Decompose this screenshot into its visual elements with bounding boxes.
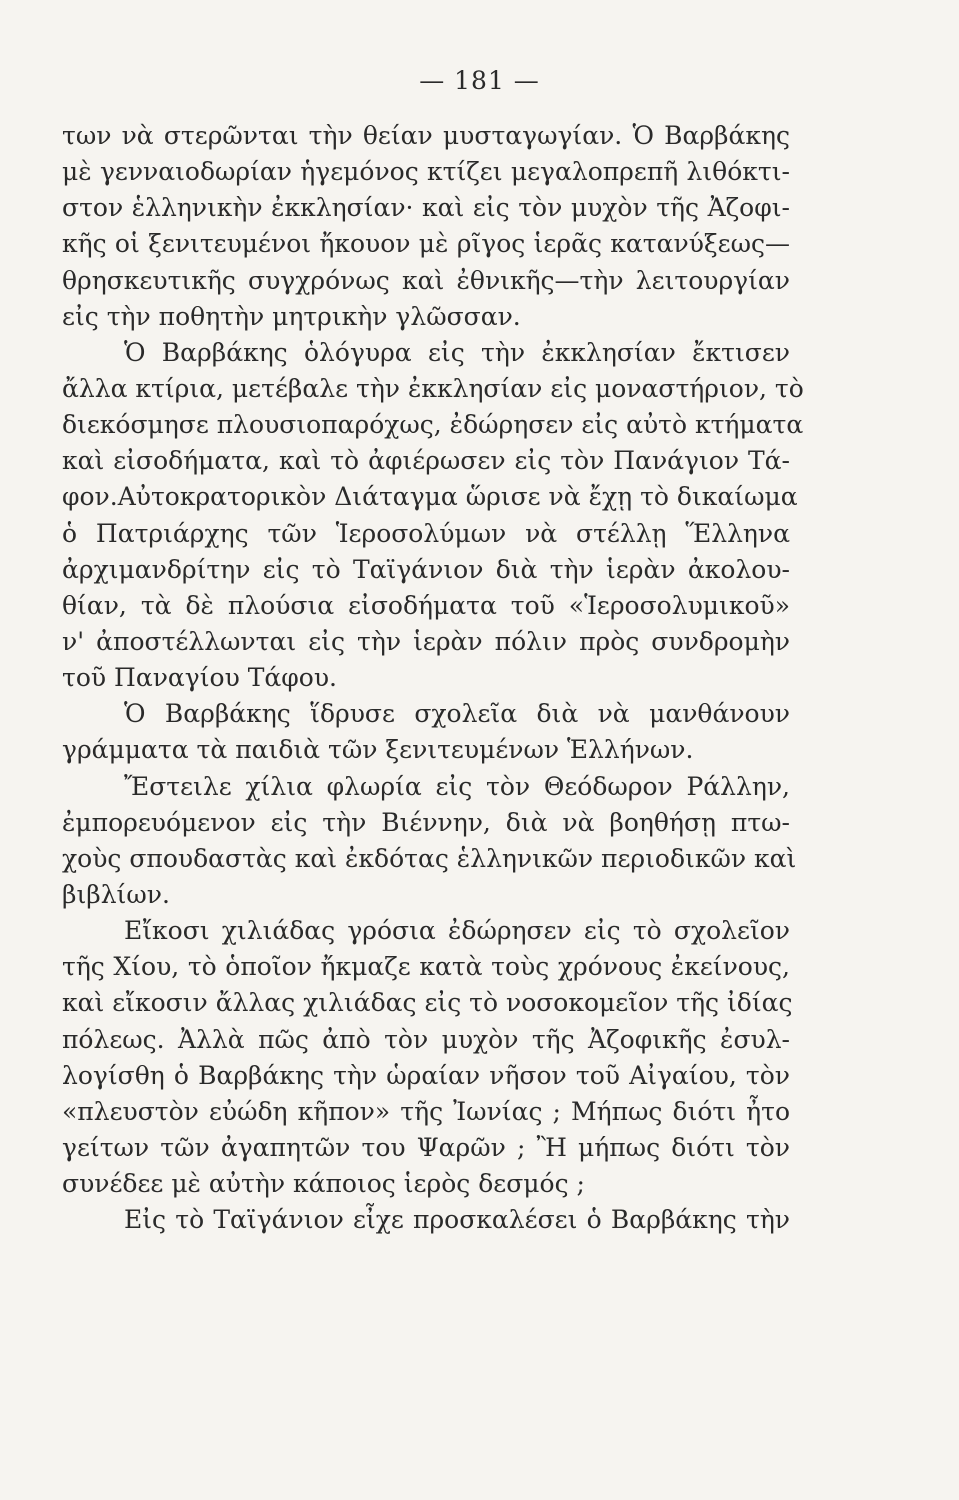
text-line: βιβλίων. [62,879,170,909]
text-line: τοῦ Παναγίου Τάφου. [62,663,337,693]
text-line: ὁ Πατριάρχης τῶν Ἱεροσολύμων νὰ στέλλῃ Ἕλληνα [62,518,790,548]
text-line: εἰς τὴν ποθητὴν μητρικὴν γλῶσσαν. [62,301,521,331]
text-line: Ὁ Βαρβάκης ὁλόγυρα εἰς τὴν ἐκκλησίαν ἔκτισεν [124,337,790,367]
text-line: Εἴκοσι χιλιάδας γρόσια ἐδώρησεν εἰς τὸ σχολεῖον [124,916,790,946]
text-line: διεκόσμησε πλουσιοπαρόχως, ἐδώρησεν εἰς αὐτὸ κτήματα [62,410,804,440]
body-text [62,118,804,1238]
text-line: λογίσθη ὁ Βαρβάκης τὴν ὡραίαν νῆσον τοῦ Αἰγαίου, τὸν [62,1060,790,1090]
text-line: ν' ἀποστέλλωνται εἰς τὴν ἱερὰν πόλιν πρὸς συνδρομὴν [62,626,790,656]
text-line: καὶ εἴκοσιν ἄλλας χιλιάδας εἰς τὸ νοσοκομεῖον τῆς ἰδίας [62,988,793,1018]
text-line: φον.Αὐτοκρατορικὸν Διάταγμα ὥρισε νὰ ἔχῃ τὸ δικαίωμα [62,482,798,512]
text-line: συνέδεε μὲ αὐτὴν κάποιος ἱερὸς δεσμός ; [62,1169,585,1199]
text-line: κῆς οἱ ξενιτευμένοι ἤκουον μὲ ρῖγος ἱερᾶς κατανύξεως— [62,229,790,259]
text-line: Ὁ Βαρβάκης ἵδρυσε σχολεῖα διὰ νὰ μανθάνουν [124,699,790,729]
text-line: γράμματα τὰ παιδιὰ τῶν ξενιτευμένων Ἑλλήνων. [62,735,694,765]
text-line: ἐμπορευόμενον εἰς τὴν Βιέννην, διὰ νὰ βοηθήσῃ πτω- [62,807,790,837]
text-line: ἀρχιμανδρίτην εἰς τὸ Ταϊγάνιον διὰ τὴν ἱερὰν ἀκολου- [62,554,790,584]
text-line: μὲ γενναιοδωρίαν ἡγεμόνος κτίζει μεγαλοπρεπῆ λιθόκτι- [62,157,790,187]
text-line: τῆς Χίου, τὸ ὁποῖον ἤκμαζε κατὰ τοὺς χρόνους ἐκείνους, [62,952,790,982]
text-line: στον ἑλληνικὴν ἐκκλησίαν· καὶ εἰς τὸν μυχὸν τῆς Ἀζοφι- [62,193,790,223]
text-line: «πλευστὸν εὐώδη κῆπον» τῆς Ἰωνίας ; Μήπως διότι ἦτο [62,1096,790,1126]
text-line: γείτων τῶν ἀγαπητῶν του Ψαρῶν ; Ἢ μήπως διότι τὸν [62,1132,790,1162]
text-line: Ἔστειλε χίλια φλωρία εἰς τὸν Θεόδωρον Ράλλην, [124,771,790,801]
text-line: καὶ εἰσοδήματα, καὶ τὸ ἀφιέρωσεν εἰς τὸν Πανάγιον Τά- [62,446,790,476]
text-line: χοὺς σπουδαστὰς καὶ ἐκδότας ἑλληνικῶν περιοδικῶν καὶ [62,843,797,873]
text-line: θίαν, τὰ δὲ πλούσια εἰσοδήματα τοῦ «Ἱεροσολυμικοῦ» [62,590,790,620]
text-line: των νὰ στερῶνται τὴν θείαν μυσταγωγίαν. Ὁ Βαρβάκης [62,121,790,150]
page-number: — 181 — [419,66,540,95]
text-line: θρησκευτικῆς συγχρόνως καὶ ἐθνικῆς—τὴν λειτουργίαν [62,265,790,295]
text-line: πόλεως. Ἀλλὰ πῶς ἀπὸ τὸν μυχὸν τῆς Ἀζοφικῆς ἐσυλ- [62,1024,790,1054]
text-line: Εἰς τὸ Ταϊγάνιον εἶχε προσκαλέσει ὁ Βαρβάκης τὴν [124,1205,790,1235]
text-line: ἄλλα κτίρια, μετέβαλε τὴν ἐκκλησίαν εἰς μοναστήριον, τὸ [62,373,804,403]
